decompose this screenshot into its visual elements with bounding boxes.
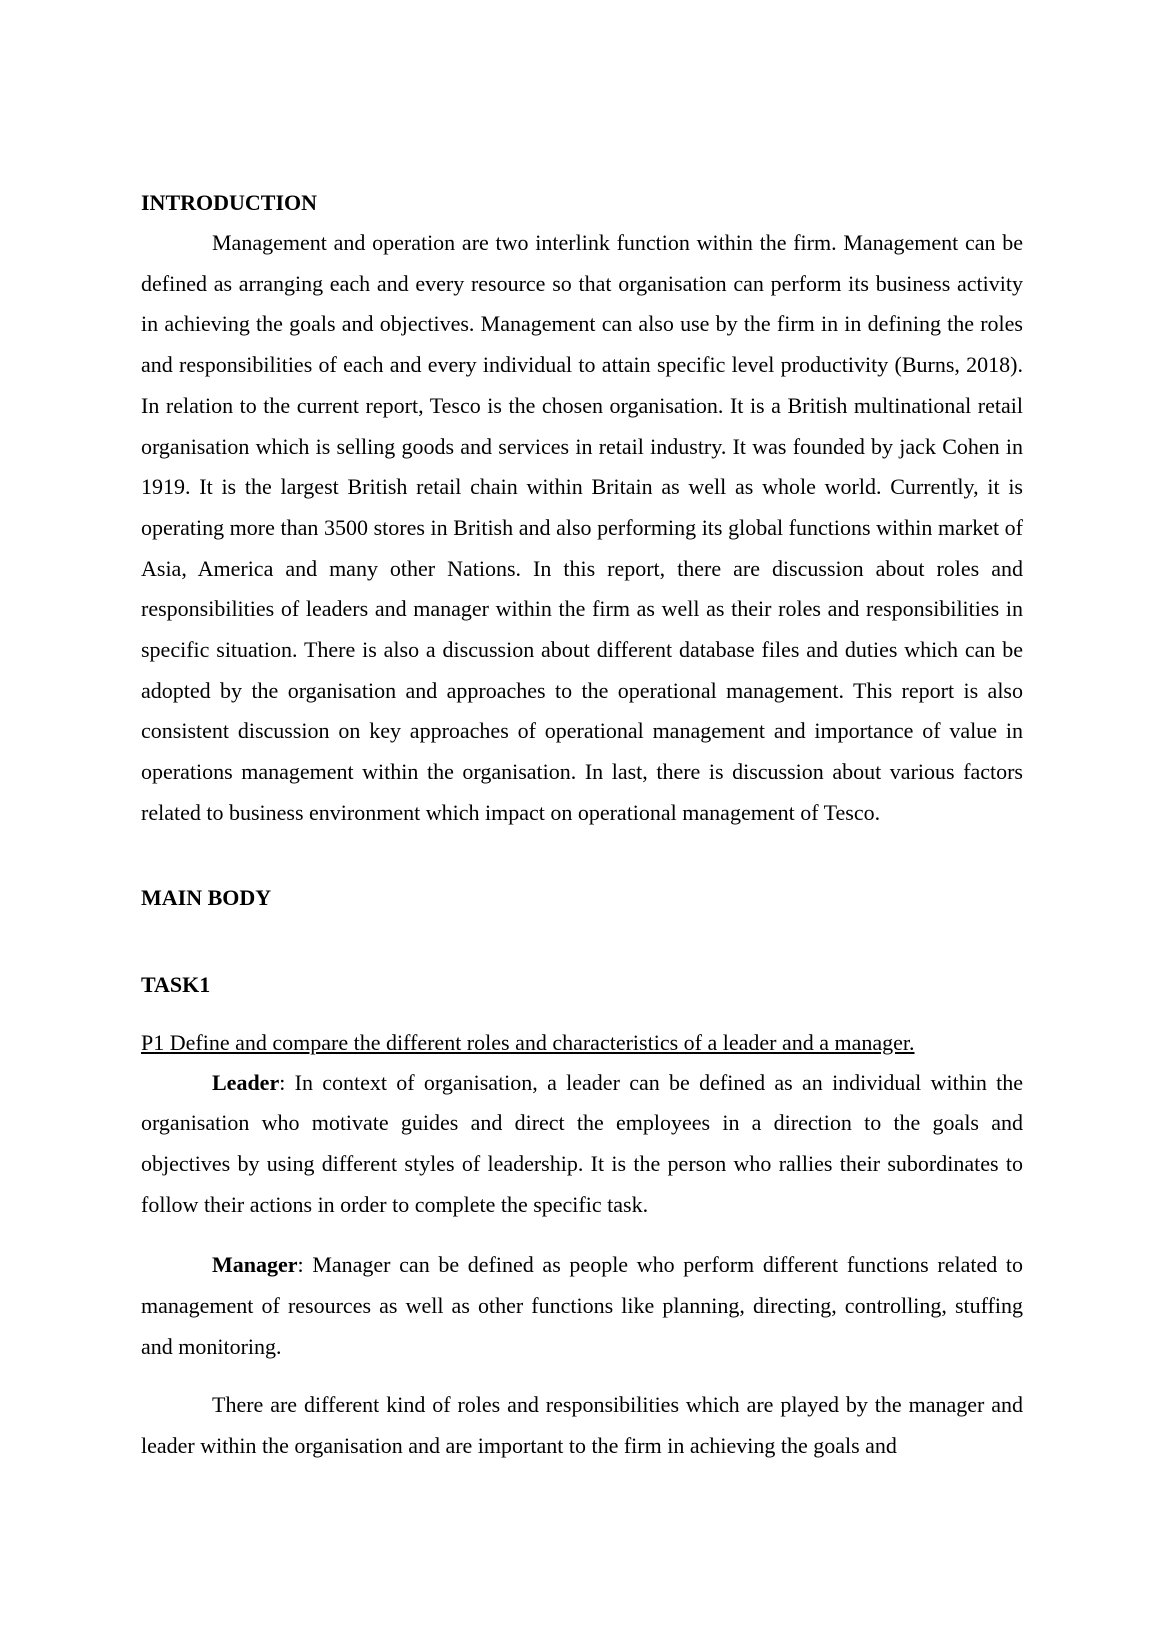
introduction-paragraph: Management and operation are two interlink function within the firm. Management can be defined as arranging each and every resource so that organisation can perform its business activity in achieving the goals and objectives. Management can also use by the firm in in defining the roles and responsibilities of each and every individual to attain specific level productivity (Burns, 2018). In relation to the current report, Tesco is the chosen organisation. It is a British multinational retail organisation which is selling goods and services in retail industry. It was founded by jack Cohen in 1919. It is the largest British retail chain within Britain as well as whole world. Currently, it is operating more than 3500 stores in British and also performing its global functions within market of Asia, America and many other Nations. In this report, there are discussion about roles and responsibilities of leaders and manager within the firm as well as their roles and responsibilities in specific situation. There is also a discussion about different database files and duties which can be adopted by the organisation and approaches to the operational management. This report is also consistent discussion on key approaches of operational management and importance of value in operations management within the organisation. In last, there is discussion about various factors related to business environment which impact on operational management of Tesco.	[141, 230, 1023, 825]
manager-paragraph	[141, 1245, 1023, 1367]
introduction-heading: INTRODUCTION	[141, 190, 318, 215]
leader-term: Leader	[212, 1069, 280, 1095]
manager-term: Manager	[212, 1252, 298, 1278]
main-body-heading: MAIN BODY	[141, 884, 272, 910]
p1-subtitle: P1 Define and compare the different roles and characteristics of a leader and a manager.	[141, 1029, 915, 1055]
manager-definition: : Manager can be defined as people who perform different functions related to management of resources as well as other functions like planning, directing, controlling, stuffing and monitoring.	[141, 1252, 1023, 1359]
leader-paragraph	[141, 1063, 1023, 1226]
leader-definition: : In context of organisation, a leader can be defined as an individual within the organisation who motivate guides and direct the employees in a direction to the goals and objectives by using different styles of leadership. It is the person who rallies their subordinates to follow their actions in order to complete the specific task.	[141, 1069, 1023, 1217]
task1-heading: TASK1	[141, 971, 211, 997]
document-page	[141, 183, 1023, 1467]
roles-paragraph: There are different kind of roles and responsibilities which are played by the manager and leader within the organisation and are important to the firm in achieving the goals and	[141, 1392, 1023, 1459]
